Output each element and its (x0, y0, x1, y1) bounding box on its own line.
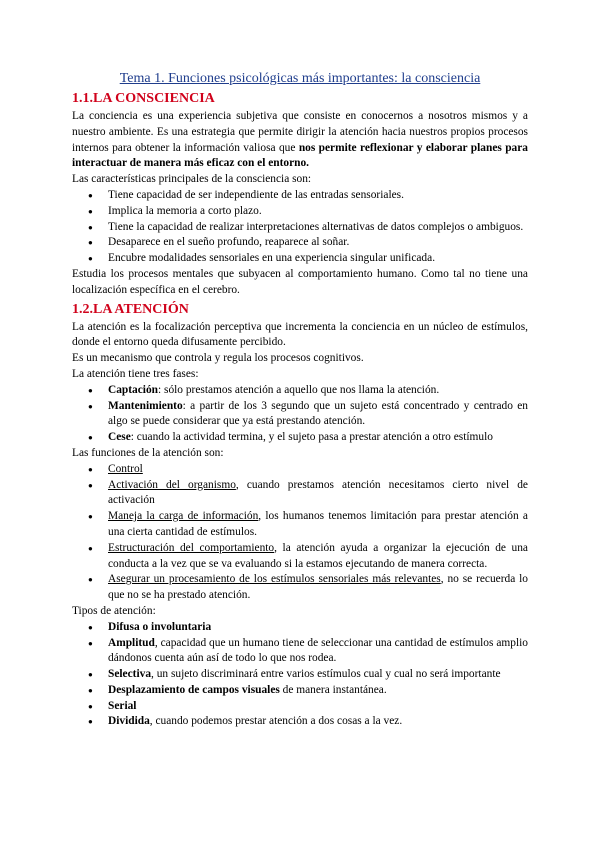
list-item (108, 430, 528, 446)
text: La conciencia es una experiencia subjetiva que consiste en conocernos a nosotros mismos y a nuestro ambiente. Es una estrategia que permite dirigir la atención hacia nuestros propios procesos internos para obtener la información valiosa que (72, 110, 528, 154)
paragraph: Es un mecanismo que controla y regula los procesos cognitivos. (72, 352, 364, 365)
underlined-term: Maneja la carga de información (108, 510, 259, 523)
text: : cuando la actividad termina, y el sujeto pasa a prestar atención a otro estímulo (130, 431, 493, 444)
list-item: ● Tiene capacidad de ser independiente de las entradas sensoriales. (108, 188, 528, 204)
bold-term: Captación (108, 383, 158, 396)
list-item (108, 383, 528, 399)
list-item (108, 399, 528, 431)
paragraph: La atención tiene tres fases: (72, 367, 199, 380)
text: : a partir de los 3 segundo que un sujeto está concentrado y centrado en algo se puede considerar que ya está prestando atención. (108, 399, 528, 428)
bold-term: Difusa o involuntaria (108, 620, 212, 633)
list-item (108, 541, 528, 573)
text: , cuando podemos prestar atención a dos cosas a la vez. (149, 715, 403, 728)
text: : sólo prestamos atención a aquello que nos llama la atención. (158, 383, 440, 396)
list-item (108, 572, 528, 604)
list-item (108, 714, 528, 730)
list-item (108, 620, 528, 636)
paragraph: Las características principales de la consciencia son: (72, 173, 312, 186)
bold-term: Desplazamiento de campos visuales (108, 683, 280, 696)
text: , la atención ayuda a organizar la ejecución de una conducta a la vez que se va evaluando si la estamos ejecutando de manera correcta. (108, 541, 528, 570)
paragraph: Tipos de atención: (72, 604, 156, 617)
bold-term: Amplitud (108, 636, 155, 649)
text: , no se recuerda lo que no se ha prestado atención. (108, 573, 529, 602)
list-item (108, 636, 528, 668)
underlined-term: Estructuración del comportamiento (108, 541, 275, 554)
text: de manera instantánea. (279, 683, 387, 696)
paragraph: La atención es la focalización perceptiva que incrementa la conciencia en un núcleo de estímulos, donde el entorno queda difusamente percibido. (72, 320, 528, 349)
document-title: Tema 1. Funciones psicológicas más importantes: la consciencia (119, 71, 481, 86)
bold-term: Serial (108, 699, 137, 712)
list-item (108, 478, 528, 510)
text: , cuando prestamos atención necesitamos cierto nivel de activación (108, 478, 528, 507)
text: , un sujeto discriminará entre varios estímulos cual y cual no será importante (151, 668, 501, 681)
paragraph: Las funciones de la atención son: (72, 446, 224, 459)
bold-term: Mantenimiento (108, 399, 183, 412)
underlined-term: Activación del organismo (108, 478, 236, 491)
list-item (108, 699, 528, 715)
bold-term: Selectiva (108, 668, 152, 681)
underlined-term: Asegurar un procesamiento de los estímulos sensoriales más relevantes (108, 573, 441, 586)
paragraph (72, 109, 528, 172)
funciones-list (72, 462, 528, 604)
list-item: ● Implica la memoria a corto plazo. (108, 204, 528, 220)
list-item (108, 462, 528, 478)
document-page (72, 70, 528, 730)
tipos-list (72, 620, 528, 731)
section-heading-atencion: 1.2.LA ATENCIÓN (72, 301, 189, 317)
bold-term: Cese (108, 431, 131, 444)
bold-term: Dividida (108, 715, 150, 728)
text: , los humanos tenemos limitación para prestar atención a una cierta cantidad de estímulos. (108, 510, 528, 538)
list-item: ● Tiene la capacidad de realizar interpretaciones alternativas de datos complejos o ambiguos. (108, 220, 528, 236)
list-item: ● Desaparece en el sueño profundo, reaparece al soñar. (108, 235, 528, 251)
section-heading-consciencia: 1.1.LA CONSCIENCIA (72, 91, 215, 106)
paragraph: Estudia los procesos mentales que subyacen al comportamiento humano. Como tal no tiene una localización específica en el cerebro. (72, 267, 528, 296)
bold-text: nos permite reflexionar y elaborar planes para interactuar de manera más eficaz con el entorno. (72, 141, 528, 170)
caracteristicas-list (72, 188, 528, 267)
list-item (108, 683, 528, 699)
list-item (108, 509, 528, 541)
list-item: ● Encubre modalidades sensoriales en una experiencia singular unificada. (108, 251, 528, 267)
list-item (108, 667, 528, 683)
underlined-term: Control (108, 462, 143, 475)
fases-list (72, 383, 528, 446)
text: , capacidad que un humano tiene de seleccionar una cantidad de estímulos amplio dándonos cuenta aún así de todo lo que nos rodea. (108, 636, 528, 665)
